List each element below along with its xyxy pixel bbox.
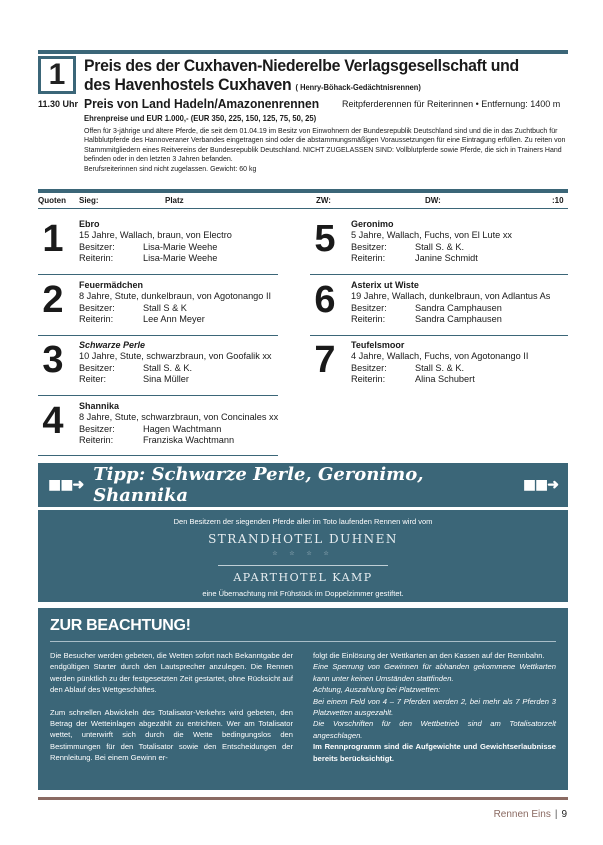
- sponsor-hotel-2: APARTHOTEL KAMP: [233, 571, 373, 584]
- horse-number: 3: [42, 339, 64, 381]
- tipp-banner: [38, 463, 568, 507]
- race-conditions: [84, 127, 570, 174]
- horse-divider: [38, 274, 278, 275]
- horse-owner: Lisa-Marie Weehe: [143, 241, 218, 252]
- race-number: 1: [48, 58, 66, 91]
- horse-rider: Lisa-Marie Weehe: [143, 253, 218, 264]
- notice-paragraph: folgt die Einlösung der Wettkarten an den Kassen auf der Rennbahn.: [313, 651, 545, 660]
- race-conditions-text: Offen für 3-jährige und ältere Pferde, die seit dem 01.04.19 im Besitz von Einwohnern der Bundesrepublik Deutschland sind und die in das Zuchtbuch für Halbblutpferde des Hannoveraner Verbandes eingetragen sind oder die abstammungsmäßigen Voraussetzungen für eine Eintragung erfüllen. Zu reiten von Stammmitgliedern eines Reitvereins der Bundesrepublik Deutschland. NICHT ZUGELASSEN SIND: Vollblutpferde sowie Pferde, die sich in Trainers Hand befinden oder in den letzten 3 Jahren befanden.: [84, 128, 566, 164]
- horse-number: 7: [314, 339, 336, 381]
- race-prize: Ehrenpreise und EUR 1.000,- (EUR 350, 225, 150, 125, 75, 50, 25): [84, 113, 317, 123]
- horse-name: Shannika: [79, 401, 120, 411]
- horse-owner-label: Besitzer:: [351, 241, 387, 252]
- horse-rider-label: Reiterin:: [351, 253, 386, 264]
- horse-divider: [38, 395, 278, 396]
- race-conditions-text2: Berufsreiterinnen sind nicht zugelassen. Gewicht: 60 kg: [84, 165, 257, 173]
- horse-name: Teufelsmoor: [351, 340, 405, 350]
- horse-owner-label: Besitzer:: [79, 362, 115, 373]
- notice-paragraph: Zum schnellen Abwickeln des Totalisator-Verkehrs wird gebeten, den Betrag der Wetteinlagen abgezählt zu entrichten. Wer am Totalisator wettet, unterwirft sich durch die Wette bedingungslos den Bestimmungen für den Totalisator sowie den Entscheidungen der Rennleitung. Bei einem Gewinn er-: [50, 707, 293, 763]
- horse-rider-label: Reiterin:: [79, 253, 114, 264]
- col-sieg: Sieg:: [79, 196, 99, 205]
- sponsor-hotel-1: STRANDHOTEL DUHNEN: [208, 532, 398, 546]
- header-underline: [38, 208, 568, 209]
- race-title-line1: Preis des der Cuxhaven-Niederelbe Verlagsgesellschaft und: [84, 56, 519, 75]
- notice-right-column: [313, 650, 556, 764]
- horse-rider-label: Reiter:: [79, 374, 107, 385]
- horse-desc: 15 Jahre, Wallach, braun, von Electro: [79, 230, 232, 241]
- race-subtitle: Preis von Land Hadeln/Amazonenrennen: [84, 96, 320, 111]
- horse-rider-label: Reiterin:: [351, 314, 386, 325]
- horse-owner-label: Besitzer:: [79, 423, 115, 434]
- horse-rider: Sandra Camphausen: [415, 314, 502, 325]
- col-dw: DW:: [425, 196, 441, 205]
- horse-name: Schwarze Perle: [79, 340, 146, 350]
- notice-paragraph: Eine Sperrung von Gewinnen für abhanden gekommene Wettkarten kann unter keinen Umständen stattfinden.: [313, 662, 556, 683]
- race-title-note: ( Henry-Böhack-Gedächtnisrennen): [295, 83, 421, 92]
- sponsor-box: [38, 510, 568, 602]
- sponsor-intro: Den Besitzern der siegenden Pferde aller im Toto laufenden Rennen wird vom: [173, 517, 433, 526]
- mid-rule: [38, 189, 568, 193]
- horse-rider-label: Reiterin:: [79, 435, 114, 446]
- notice-heading: ZUR BEACHTUNG!: [50, 617, 191, 634]
- notice-paragraph: Bei einem Feld von 4 – 7 Pferden werden 2, bei mehr als 7 Pferden 3 Platzwetten ausgezahlt.: [313, 696, 556, 718]
- horse-divider: [310, 274, 568, 275]
- footer-separator: |: [554, 809, 558, 820]
- horse-desc: 8 Jahre, Stute, dunkelbraun, von Agotonango II: [79, 291, 272, 302]
- page-footer: [494, 809, 567, 820]
- tipp-text: Tipp: Schwarze Perle, Geronimo, Shannika: [93, 464, 424, 506]
- horse-rider: Franziska Wachtmann: [143, 435, 235, 446]
- horse-number: 1: [42, 218, 64, 260]
- horse-desc: 10 Jahre, Stute, schwarzbraun, von Goofalik xx: [79, 351, 272, 362]
- horse-desc: 8 Jahre, Stute, schwarzbraun, von Concinales xx: [79, 412, 279, 423]
- horse-owner: Stall S. & K.: [415, 362, 465, 373]
- col-platz: Platz: [165, 196, 184, 205]
- race-time: 11.30 Uhr: [38, 99, 79, 109]
- notice-box: [38, 608, 568, 790]
- horse-number: 2: [42, 279, 64, 321]
- race-title: [84, 56, 519, 97]
- arrow-right-icon: ■■➜: [522, 477, 558, 493]
- top-rule: [38, 50, 568, 54]
- horse-desc: 19 Jahre, Wallach, dunkelbraun, von Adlantus As: [351, 291, 551, 302]
- race-number-box: [38, 56, 76, 94]
- horse-owner: Hagen Wachtmann: [143, 423, 222, 434]
- horse-owner-label: Besitzer:: [351, 302, 387, 313]
- horse-number: 6: [314, 279, 336, 321]
- horse-owner-label: Besitzer:: [79, 241, 115, 252]
- horse-name: Feuermädchen: [79, 280, 144, 290]
- arrow-right-icon: ■■➜: [48, 477, 84, 493]
- horse-rider: Janine Schmidt: [415, 253, 478, 264]
- horse-owner: Stall S & K: [143, 302, 187, 313]
- sponsor-outro: eine Übernachtung mit Frühstück im Doppelzimmer gestiftet.: [202, 589, 404, 598]
- footer-label: Rennen Eins: [493, 809, 551, 820]
- footer-rule: [38, 797, 568, 800]
- horse-owner: Sandra Camphausen: [415, 302, 502, 313]
- horse-number: 4: [42, 400, 64, 442]
- page-number: 9: [561, 809, 567, 820]
- sponsor-divider: [218, 565, 388, 566]
- horse-rider-label: Reiterin:: [79, 314, 114, 325]
- race-meta: Reitpferderennen für Reiterinnen • Entfernung: 1400 m: [342, 99, 561, 109]
- star-rating-icon: ☆ ☆ ☆ ☆: [272, 551, 334, 557]
- horse-rider: Alina Schubert: [415, 374, 475, 385]
- horse-number: 5: [314, 218, 336, 260]
- horse-divider: [38, 455, 278, 456]
- horse-owner: Stall S. & K.: [415, 241, 465, 252]
- horse-name: Asterix ut Wiste: [351, 280, 419, 290]
- horse-divider: [310, 335, 568, 336]
- horse-rider: Sina Müller: [143, 374, 189, 385]
- horse-name: Geronimo: [351, 219, 394, 229]
- horse-rider: Lee Ann Meyer: [143, 314, 205, 325]
- horse-owner: Stall S. & K.: [143, 362, 193, 373]
- horse-owner-label: Besitzer:: [351, 362, 387, 373]
- horse-owner-label: Besitzer:: [79, 302, 115, 313]
- notice-paragraph: Die Vorschriften für den Wettbetrieb sind am Totalisatorzelt angeschlagen.: [313, 719, 556, 740]
- horse-desc: 5 Jahre, Wallach, Fuchs, von El Lute xx: [351, 230, 513, 241]
- horse-desc: 4 Jahre, Wallach, Fuchs, von Agotonango II: [351, 351, 529, 362]
- notice-paragraph: Achtung, Auszahlung bei Platzwetten:: [313, 685, 441, 695]
- col-ten: :10: [552, 196, 564, 205]
- notice-rule: [50, 641, 556, 642]
- horse-divider: [38, 335, 278, 336]
- notice-paragraph: Die Besucher werden gebeten, die Wetten sofort nach Bekanntgabe der endgültigen Starter durch den Lautsprecher anzulegen. Die Rennen werden pünktlich zu der festgesetzten Zeit gestartet, ohne Rücksicht auf den Ablauf des Wettgeschäftes.: [50, 651, 293, 695]
- horse-rider-label: Reiterin:: [351, 374, 386, 385]
- col-quoten: Quoten: [38, 196, 66, 205]
- notice-left-column: [50, 650, 293, 764]
- horse-name: Ebro: [79, 219, 100, 229]
- race-title-line2: des Havenhostels Cuxhaven: [84, 75, 292, 94]
- notice-paragraph: Im Rennprogramm sind die Aufgewichte und Gewichtserlaubnisse bereits berücksichtigt.: [313, 742, 556, 763]
- col-zw: ZW:: [316, 196, 331, 205]
